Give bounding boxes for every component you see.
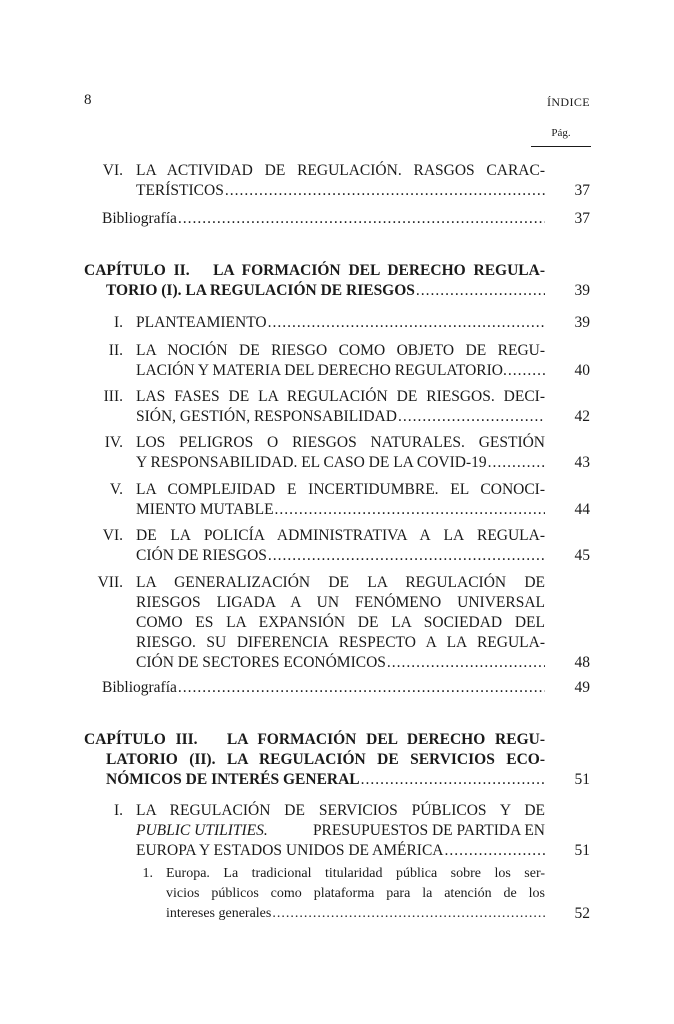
entry-title-last: EUROPA Y ESTADOS UNIDOS DE AMÉRICA [136, 842, 444, 859]
entry-title-line: vicios públicos como plataforma para la atención de los [166, 886, 545, 901]
leader-dots [416, 281, 545, 301]
entry-page: 37 [574, 210, 590, 227]
entry-title-line: LA COMPLEJIDAD E INCERTIDUMBRE. EL CONOCI- [136, 481, 545, 498]
entry-title-line: RIESGOS LIGADA A UN FENÓMENO UNIVERSAL [136, 594, 545, 611]
entry-number: I. [113, 314, 123, 331]
leader-dots [275, 500, 545, 520]
entry-title-line: COMO ES LA EXPANSIÓN DE LA SOCIEDAD DEL [136, 614, 545, 631]
entry-number: 1. [142, 866, 153, 881]
entry-page: 48 [574, 654, 590, 671]
leader-dots [225, 181, 545, 201]
entry-title-line: DE LA POLICÍA ADMINISTRATIVA A LA REGULA- [136, 527, 545, 544]
entry-title-last: intereses generales [166, 906, 272, 921]
entry-number: VI. [102, 162, 123, 179]
entry-title-line: Europa. La tradicional titularidad pública sobre los ser- [166, 866, 545, 881]
page-number: 8 [84, 92, 92, 108]
leader-dots [178, 678, 545, 698]
entry-page: 51 [574, 842, 590, 859]
entry-title-last: MIENTO MUTABLE [136, 501, 274, 518]
leader-dots [445, 841, 545, 861]
entry-title-line: LOS PELIGROS O RIESGOS NATURALES. GESTIÓN [136, 434, 545, 451]
leader-dots [268, 313, 545, 333]
running-head: ÍNDICE [546, 95, 590, 109]
entry-title-last: NÓMICOS DE INTERÉS GENERAL [106, 771, 360, 788]
entry-page: 51 [574, 771, 590, 788]
entry-number: V. [109, 481, 123, 498]
entry-number: VII. [97, 574, 123, 591]
entry-page: 43 [574, 454, 590, 471]
page-column-rule [531, 146, 591, 147]
entry-number: VI. [102, 527, 123, 544]
entry-number: IV. [104, 434, 123, 451]
entry-page: 42 [574, 408, 590, 425]
entry-title-line: LA REGULACIÓN DE SERVICIOS PÚBLICOS Y DE [136, 802, 545, 819]
leader-dots [387, 653, 545, 673]
entry-title-last: Bibliografía [102, 679, 177, 696]
leader-dots [508, 361, 545, 381]
entry-title-line: LA NOCIÓN DE RIESGO COMO OBJETO DE REGU- [136, 342, 545, 359]
entry-page: 49 [574, 679, 590, 696]
entry-title-line: RIESGO. SU DIFERENCIA RESPECTO A LA REGULA- [136, 634, 545, 651]
entry-title-last: TORIO (I). LA REGULACIÓN DE RIESGOS [106, 282, 415, 299]
entry-page: 44 [574, 501, 590, 518]
leader-dots [272, 904, 545, 924]
leader-dots [268, 546, 545, 566]
entry-number: III. [103, 388, 123, 405]
entry-title-last: LACIÓN Y MATERIA DEL DERECHO REGULATORIO. [136, 362, 507, 379]
entry-page: 39 [574, 314, 590, 331]
entry-number: II. [108, 342, 123, 359]
entry-title-last: SIÓN, GESTIÓN, RESPONSABILIDAD [136, 408, 397, 425]
entry-page: 45 [574, 547, 590, 564]
leader-dots [178, 209, 545, 229]
leader-dots [398, 407, 545, 427]
entry-title-last: Y RESPONSABILIDAD. EL CASO DE LA COVID-19 [136, 454, 487, 471]
page-column-label: Pág. [551, 127, 571, 139]
entry-page: 37 [574, 182, 590, 199]
entry-page: 39 [574, 282, 590, 299]
entry-title-last: CIÓN DE RIESGOS [136, 547, 267, 564]
entry-title-line: LAS FASES DE LA REGULACIÓN DE RIESGOS. DECI- [136, 388, 545, 405]
entry-title-italic: PUBLIC UTILITIES. [136, 822, 268, 839]
entry-page: 52 [574, 905, 590, 922]
leader-dots [361, 770, 545, 790]
entry-title-line: LA ACTIVIDAD DE REGULACIÓN. RASGOS CARAC- [136, 162, 545, 179]
entry-number: I. [113, 802, 123, 819]
entry-title-line: LATORIO (II). LA REGULACIÓN DE SERVICIOS ECO- [106, 751, 545, 768]
leader-dots [488, 453, 545, 473]
entry-title-line: PRESUPUESTOS DE PARTIDA EN [312, 822, 545, 839]
entry-title-line: LA GENERALIZACIÓN DE LA REGULACIÓN DE [136, 574, 545, 591]
entry-page: 40 [574, 362, 590, 379]
entry-title-last: CIÓN DE SECTORES ECONÓMICOS [136, 654, 386, 671]
entry-title-last: PLANTEAMIENTO [136, 314, 267, 331]
entry-title-last: TERÍSTICOS [136, 182, 224, 199]
entry-title-line: CAPÍTULO II. LA FORMACIÓN DEL DERECHO REGULA- [84, 262, 545, 279]
entry-title-line: CAPÍTULO III. LA FORMACIÓN DEL DERECHO REGU- [84, 731, 545, 748]
entry-title-last: Bibliografía [102, 210, 177, 227]
